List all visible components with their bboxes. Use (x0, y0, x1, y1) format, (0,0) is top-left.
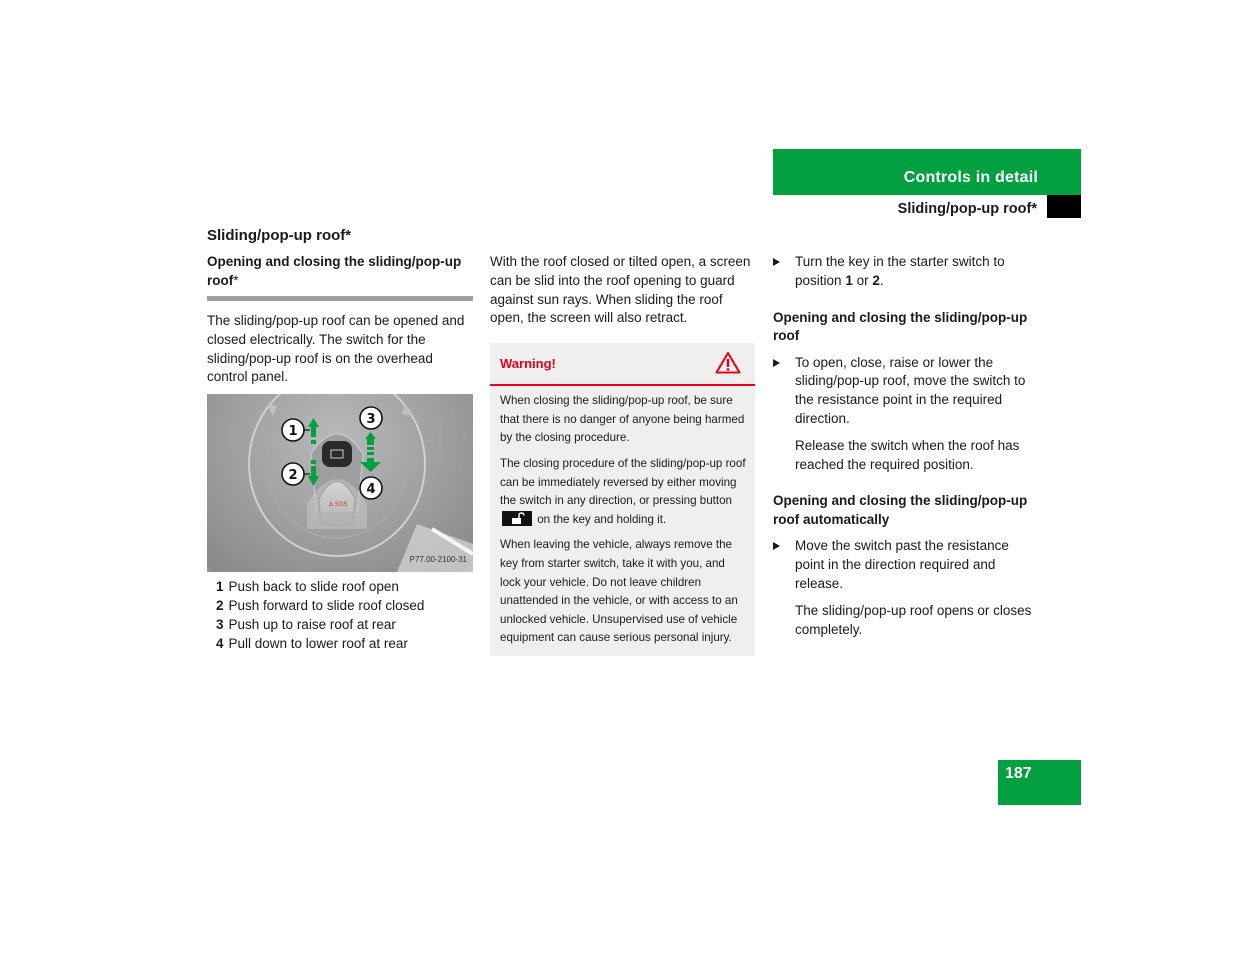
chapter-title: Controls in detail (903, 169, 1038, 186)
subheading-rule (207, 296, 473, 301)
callout-3 (360, 407, 382, 429)
warning-triangle-icon (715, 351, 741, 374)
legend-item: 2 Push forward to slide roof closed (216, 597, 425, 613)
step-move-switch-note: Release the switch when the roof has reached the required position. (795, 437, 1020, 472)
screen-paragraph: With the roof closed or tilted open, a screen can be slid into the roof opening to guard against sun rays. When sliding the roof open, the screen will also retract. (490, 254, 751, 326)
unlock-key-icon (502, 511, 532, 526)
subheading-opening-closing: Opening and closing the sliding/pop-up roof* (207, 254, 462, 288)
callout-4 (360, 477, 382, 499)
subheading-manual: Opening and closing the sliding/pop-up roof (773, 309, 1028, 344)
legend-item: 4 Pull down to lower roof at rear (216, 635, 408, 651)
warning-header (490, 343, 755, 386)
warning-paragraph-1: When closing the sliding/pop-up roof, be sure that there is no danger of anyone being harmed by the closing procedure. (500, 394, 745, 445)
chapter-header-bar (773, 149, 1081, 195)
subheading-automatic: Opening and closing the sliding/pop-up roof automatically (773, 493, 1028, 527)
roof-switch-illustration (207, 394, 473, 572)
section-marker (1047, 195, 1081, 218)
svg-text:2: 2 (288, 468, 298, 484)
warning-title: Warning! (500, 356, 556, 372)
page-title: Sliding/pop-up roof* (207, 227, 352, 244)
bullet-arrow-icon (773, 258, 780, 266)
step-move-past-resistance: Move the switch past the resistance point in the direction required and release. (773, 537, 1039, 593)
overhead-control-panel-figure (207, 394, 473, 572)
section-title: Sliding/pop-up roof* (897, 201, 1037, 217)
step-move-past-resistance-note: The sliding/pop-up roof opens or closes completely. (795, 602, 1032, 637)
warning-paragraph-3: When leaving the vehicle, always remove the key from starter switch, take it with you, and lock your vehicle. Do not leave children unattended in the vehicle, or with access to an unlocked vehicle. Unsupervised use of vehicle equipment can cause serious personal injury. (500, 538, 738, 645)
svg-text:4: 4 (366, 482, 376, 498)
figure-code: P77.00-2100-31 (409, 555, 467, 565)
legend-item: 1 Push back to slide roof open (216, 579, 399, 595)
page-number: 187 (1005, 765, 1032, 782)
bullet-arrow-icon (773, 359, 780, 367)
step-turn-key: Turn the key in the starter switch to position 1 or 2. (773, 253, 1039, 291)
bullet-arrow-icon (773, 542, 780, 550)
warning-box (490, 343, 755, 656)
column-2 (490, 253, 755, 656)
svg-text:1: 1 (288, 424, 298, 440)
svg-text:∆ SOS: ∆ SOS (329, 501, 348, 509)
figure-legend (207, 578, 473, 653)
step-move-switch: To open, close, raise or lower the sliding/pop-up roof, move the switch to the resistance point in the required direction. (773, 354, 1039, 429)
warning-paragraph-2: The closing procedure of the sliding/pop-up roof can be immediately reversed by either moving the switch in any direction, or pressing button on the key and holding it. (500, 456, 746, 526)
svg-text:3: 3 (366, 412, 376, 428)
page-number-box (998, 760, 1081, 805)
legend-item: 3 Push up to raise roof at rear (216, 616, 396, 632)
column-1 (207, 226, 473, 653)
column-3 (773, 253, 1039, 639)
warning-body (490, 386, 755, 648)
intro-paragraph: The sliding/pop-up roof can be opened and closed electrically. The switch for the sliding/pop-up roof is on the overhead control panel. (207, 313, 465, 385)
